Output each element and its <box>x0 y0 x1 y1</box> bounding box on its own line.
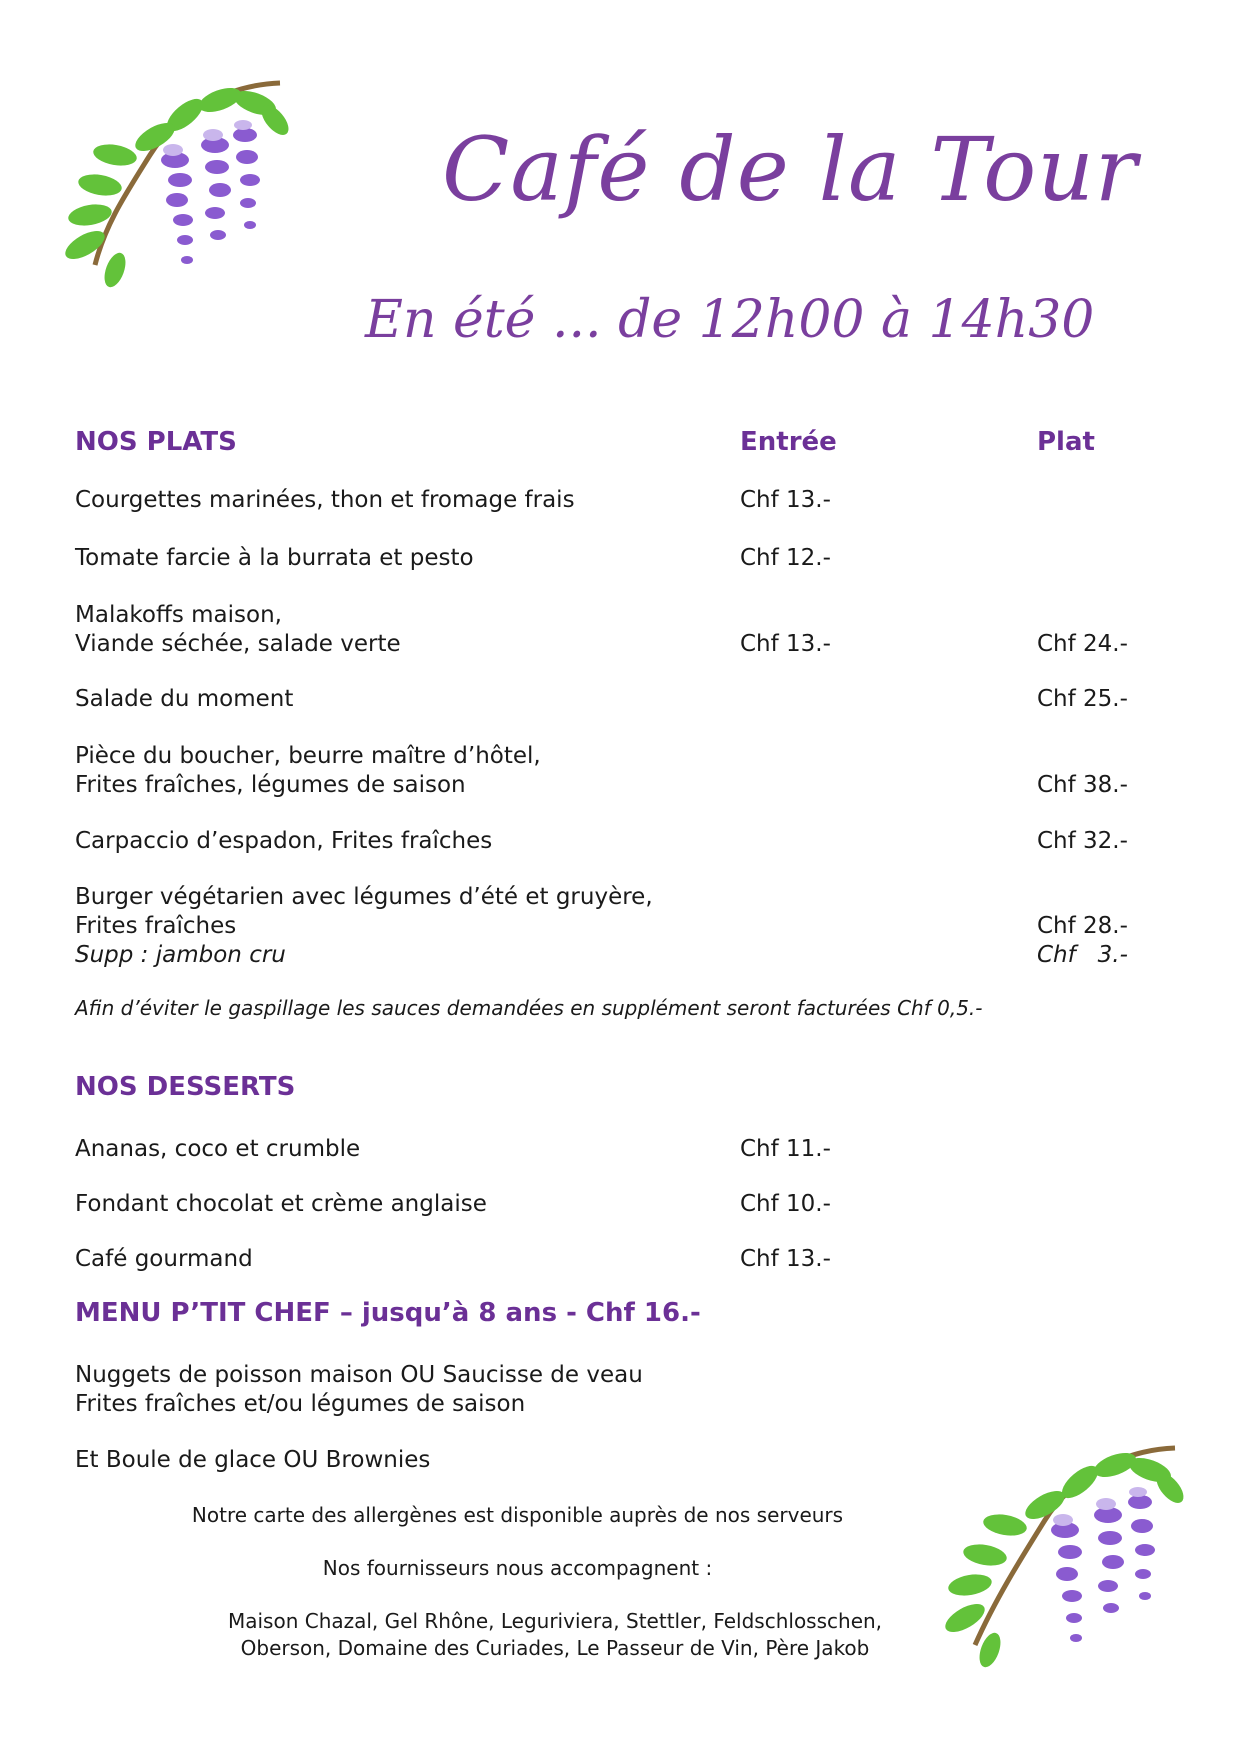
page-subtitle: En été ... de 12h00 à 14h30 <box>365 290 1095 350</box>
desserts-heading: NOS DESSERTS <box>75 1072 296 1102</box>
item-label: Salade du moment <box>75 686 294 712</box>
suppliers-line-1: Maison Chazal, Gel Rhône, Leguriviera, Stettler, Feldschlosschen, <box>227 1609 883 1633</box>
list-item: Ananas, coco et crumble <box>75 1136 361 1162</box>
kids-line-2: Frites fraîches et/ou légumes de saison <box>75 1391 526 1417</box>
wisteria-icon <box>930 1440 1190 1670</box>
kids-line-1: Nuggets de poisson maison OU Saucisse de veau <box>75 1362 643 1388</box>
list-item: Café gourmand <box>75 1246 253 1272</box>
item-plat-price: Chf 38.- <box>1037 772 1128 798</box>
dessert-price: Chf 11.- <box>740 1136 831 1162</box>
item-label: Tomate farcie à la burrata et pesto <box>75 545 474 571</box>
suppliers-list <box>100 1608 1010 1662</box>
plats-heading: NOS PLATS <box>75 427 237 457</box>
item-plat-price: Chf 24.- <box>1037 631 1128 657</box>
list-item <box>75 742 541 800</box>
list-item <box>75 601 401 659</box>
item-plat-price: Chf 32.- <box>1037 828 1128 854</box>
item-label: Frites fraîches <box>75 913 237 939</box>
kids-menu-heading: MENU P’TIT CHEF – jusqu’à 8 ans - Chf 16.- <box>75 1298 701 1328</box>
item-label: Malakoffs maison, <box>75 602 282 628</box>
dessert-price: Chf 13.- <box>740 1246 831 1272</box>
item-label: Burger végétarien avec légumes d’été et gruyère, <box>75 884 653 910</box>
list-item <box>75 827 492 856</box>
item-entree-price: Chf 12.- <box>740 545 831 571</box>
col-plat-heading: Plat <box>1037 427 1095 457</box>
item-entree-price: Chf 13.- <box>740 631 831 657</box>
page-title: Café de la Tour <box>442 118 1138 221</box>
col-entree-heading: Entrée <box>740 427 837 457</box>
item-label: Pièce du boucher, beurre maître d’hôtel, <box>75 743 541 769</box>
list-item <box>75 883 653 970</box>
list-item <box>75 486 575 515</box>
list-item: Fondant chocolat et crème anglaise <box>75 1191 487 1217</box>
item-label: Frites fraîches, légumes de saison <box>75 772 466 798</box>
item-label: Carpaccio d’espadon, Frites fraîches <box>75 828 493 854</box>
item-entree-price: Chf 13.- <box>740 487 831 513</box>
list-item <box>75 685 293 714</box>
item-label: Viande séchée, salade verte <box>75 631 401 657</box>
sauce-note: Afin d’éviter le gaspillage les sauces demandées en supplément seront facturées Chf 0,5.- <box>75 996 983 1020</box>
suppliers-intro: Nos fournisseurs nous accompagnent : <box>322 1556 713 1580</box>
dessert-price: Chf 10.- <box>740 1191 831 1217</box>
allergens-note: Notre carte des allergènes est disponible auprès de nos serveurs <box>191 1503 844 1527</box>
supp-price: Chf 3.- <box>1037 942 1128 968</box>
wisteria-icon <box>55 75 295 290</box>
item-plat-price: Chf 25.- <box>1037 686 1128 712</box>
item-plat-price: Chf 28.- <box>1037 913 1128 939</box>
suppliers-line-2: Oberson, Domaine des Curiades, Le Passeur de Vin, Père Jakob <box>240 1636 870 1660</box>
kids-line-3: Et Boule de glace OU Brownies <box>75 1447 431 1473</box>
supp-label: Supp : jambon cru <box>75 942 286 968</box>
item-label: Courgettes marinées, thon et fromage frais <box>75 487 575 513</box>
list-item <box>75 544 474 573</box>
kids-menu-items <box>75 1361 643 1419</box>
